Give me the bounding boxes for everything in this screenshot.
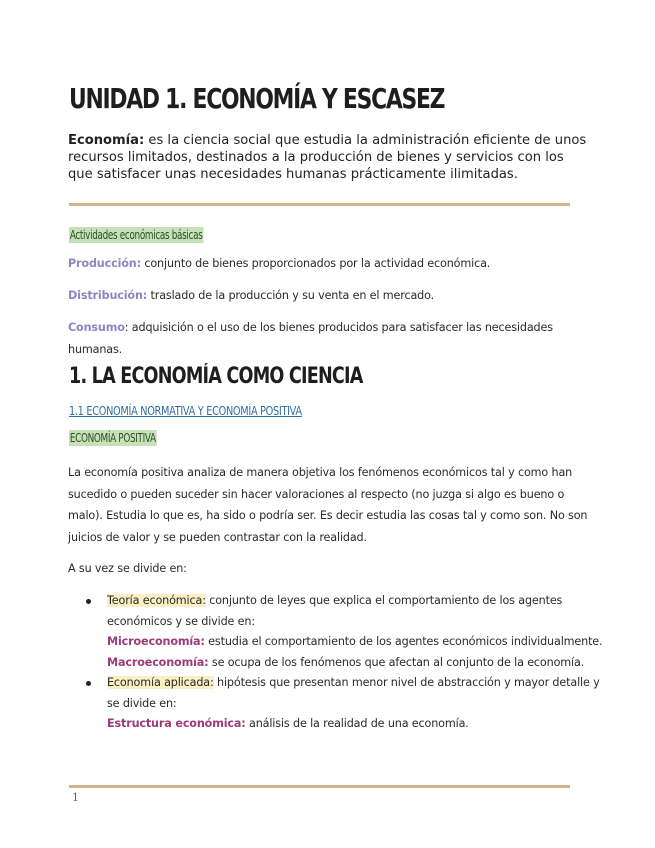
sub-term: Macroeconomía: — [107, 655, 209, 669]
page-title: UNIDAD 1. ECONOMÍA Y ESCASEZ — [69, 82, 445, 115]
basics-item-consumo: Consumo: adquisición o el uso de los bienes producidos para satisfacer las necesidades humanas. — [68, 321, 553, 356]
divider-bottom — [69, 785, 570, 788]
positive-paragraph: La economía positiva analiza de manera objetiva los fenómenos económicos tal y como han sucedido o pueden suceder sin hacer valoraciones al respecto (no juzga si algo es bueno o malo). Estudia lo que es, ha sido o podría ser. Es decir estudia las cosas tal y como son. No son juicios de valor y se pueden contrastar con la realidad. — [68, 466, 588, 544]
basics-heading: Actividades económicas básicas — [69, 228, 203, 242]
page-number: 1 — [72, 791, 79, 804]
basics-item-distribucion: Distribución: traslado de la producción y su venta en el mercado. — [68, 289, 435, 302]
basics-term: Distribución: — [68, 289, 148, 302]
intro-definition — [68, 132, 588, 183]
basics-term: Producción: — [68, 257, 141, 270]
sub-term: Estructura económica: — [107, 717, 246, 730]
basics-term: Consumo — [68, 321, 125, 334]
list-item: Teoría económica: conjunto de leyes que explica el comportamiento de los agentes económicos y se divide en: Microeconomía: estudia el comportamiento de los agentes económicos individualmente. Macroeconomía: se ocupa de los fenómenos que afectan al conjunto de la economía. — [86, 591, 606, 673]
bullet-icon — [86, 681, 91, 686]
intro-text: es la ciencia social que estudia la administración eficiente de unos recursos limitados, destinados a la producción de bienes y servicios con los que satisfacer unas necesidades humanas prácticamente ilimitadas. — [68, 133, 587, 182]
bullet-term: Teoría económica: — [107, 594, 206, 607]
bullet-term: Economía aplicada: — [107, 676, 214, 689]
divides-text: A su vez se divide en: — [68, 562, 187, 575]
list-item: Economía aplicada: hipótesis que presentan menor nivel de abstracción y mayor detalle y se divide en: Estructura económica: análisis de la realidad de una economía. — [86, 673, 606, 735]
bullet-icon — [86, 599, 91, 604]
subsection-link[interactable]: 1.1 ECONOMÍA NORMATIVA Y ECONOMÍA POSITIVA — [69, 403, 302, 418]
sub-term: Microeconomía: — [107, 635, 205, 648]
positive-heading: ECONOMÍA POSITIVA — [69, 431, 156, 445]
bullet-list — [86, 591, 606, 735]
basics-item-produccion: Producción: conjunto de bienes proporcionados por la actividad económica. — [68, 257, 491, 270]
intro-term: Economía: — [68, 133, 145, 148]
divider-top — [69, 203, 570, 206]
section-heading: 1. LA ECONOMÍA COMO CIENCIA — [69, 364, 363, 389]
